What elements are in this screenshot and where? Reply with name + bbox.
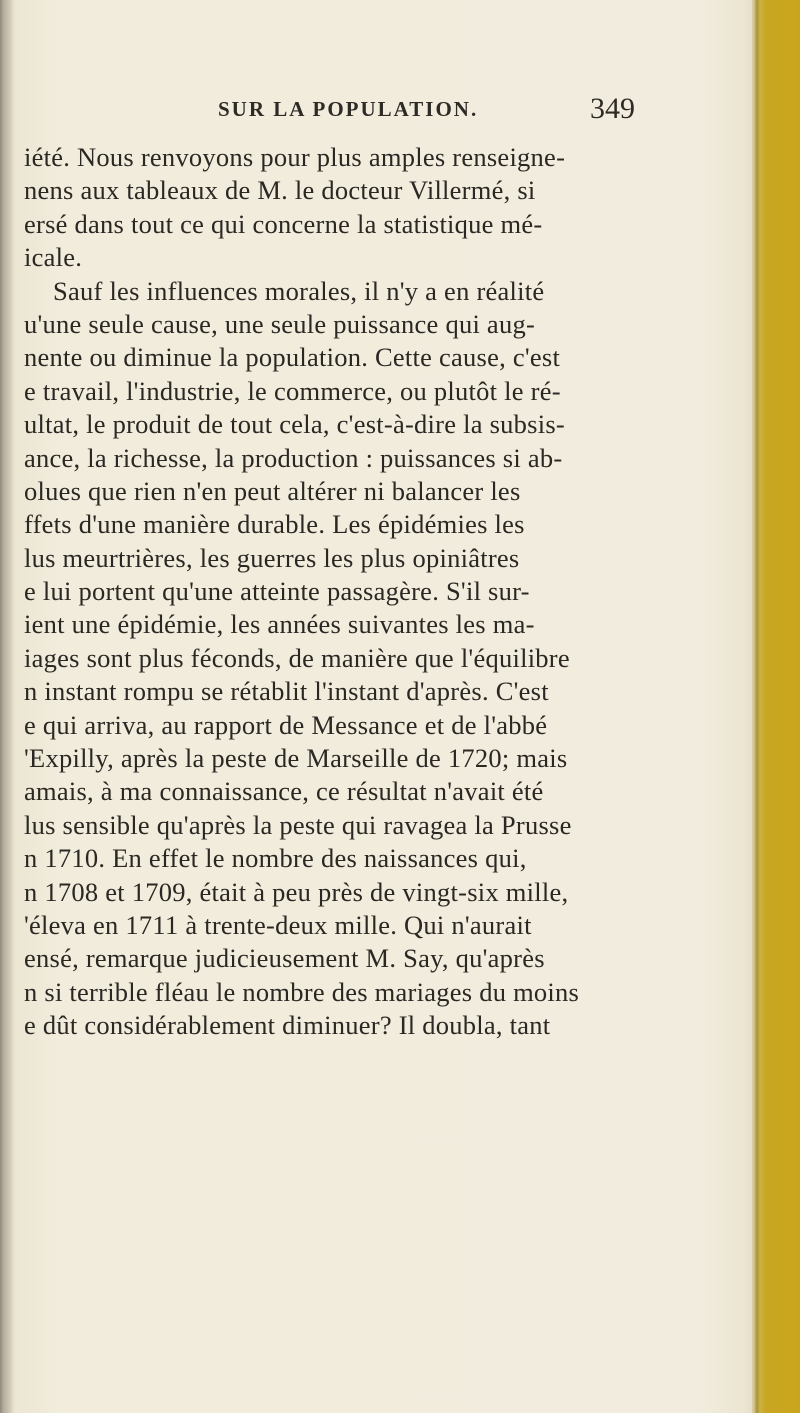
text-line: e dût considérablement diminuer? Il doubla, tant — [24, 1010, 551, 1041]
body-text — [0, 141, 640, 1043]
text-line: 'Expilly, après la peste de Marseille de 1720; mais — [24, 743, 568, 774]
text-line: n 1708 et 1709, était à peu près de vingt-six mille, — [24, 876, 569, 907]
text-line: e qui arriva, au rapport de Messance et de l'abbé — [24, 709, 548, 740]
text-line: e travail, l'industrie, le commerce, ou plutôt le ré- — [24, 375, 561, 406]
page-header — [150, 92, 635, 132]
text-line: lus meurtrières, les guerres les plus opiniâtres — [24, 542, 520, 573]
text-line: nente ou diminue la population. Cette cause, c'est — [24, 342, 561, 373]
text-line: 'éleva en 1711 à trente-deux mille. Qui n'aurait — [24, 909, 532, 940]
text-line: amais, à ma connaissance, ce résultat n'avait été — [24, 776, 544, 807]
text-line: ance, la richesse, la production : puissances si ab- — [24, 442, 563, 473]
paragraph-start-line: Sauf les influences morales, il n'y a en réalité — [53, 275, 545, 306]
text-line: ient une épidémie, les années suivantes les ma- — [24, 609, 535, 640]
text-line: icale. — [24, 242, 83, 273]
text-line: iété. Nous renvoyons pour plus amples renseigne- — [24, 142, 566, 172]
text-line: u'une seule cause, une seule puissance qui aug- — [24, 308, 536, 339]
text-line: e lui portent qu'une atteinte passagère. S'il sur- — [24, 576, 530, 607]
text-line: ersé dans tout ce qui concerne la statistique mé- — [24, 208, 543, 239]
text-line: nens aux tableaux de M. le docteur Villermé, si — [24, 175, 536, 206]
running-head: SUR LA POPULATION. — [218, 97, 479, 121]
page-edge-shadow — [754, 0, 760, 1413]
page-number: 349 — [590, 92, 635, 125]
text-line: ensé, remarque judicieusement M. Say, qu'après — [24, 943, 545, 974]
text-line: ultat, le produit de tout cela, c'est-à-dire la subsis- — [24, 409, 565, 440]
text-line: lus sensible qu'après la peste qui ravagea la Prusse — [24, 809, 572, 840]
text-line: olues que rien n'en peut altérer ni balancer les — [24, 475, 521, 506]
text-line: ffets d'une manière durable. Les épidémies les — [24, 509, 525, 540]
text-line: n instant rompu se rétablit l'instant d'après. C'est — [24, 676, 549, 707]
text-line: n 1710. En effet le nombre des naissances qui, — [24, 843, 527, 874]
text-line: iages sont plus féconds, de manière que l'équilibre — [24, 642, 570, 673]
text-line: n si terrible fléau le nombre des mariages du moins — [24, 976, 580, 1007]
